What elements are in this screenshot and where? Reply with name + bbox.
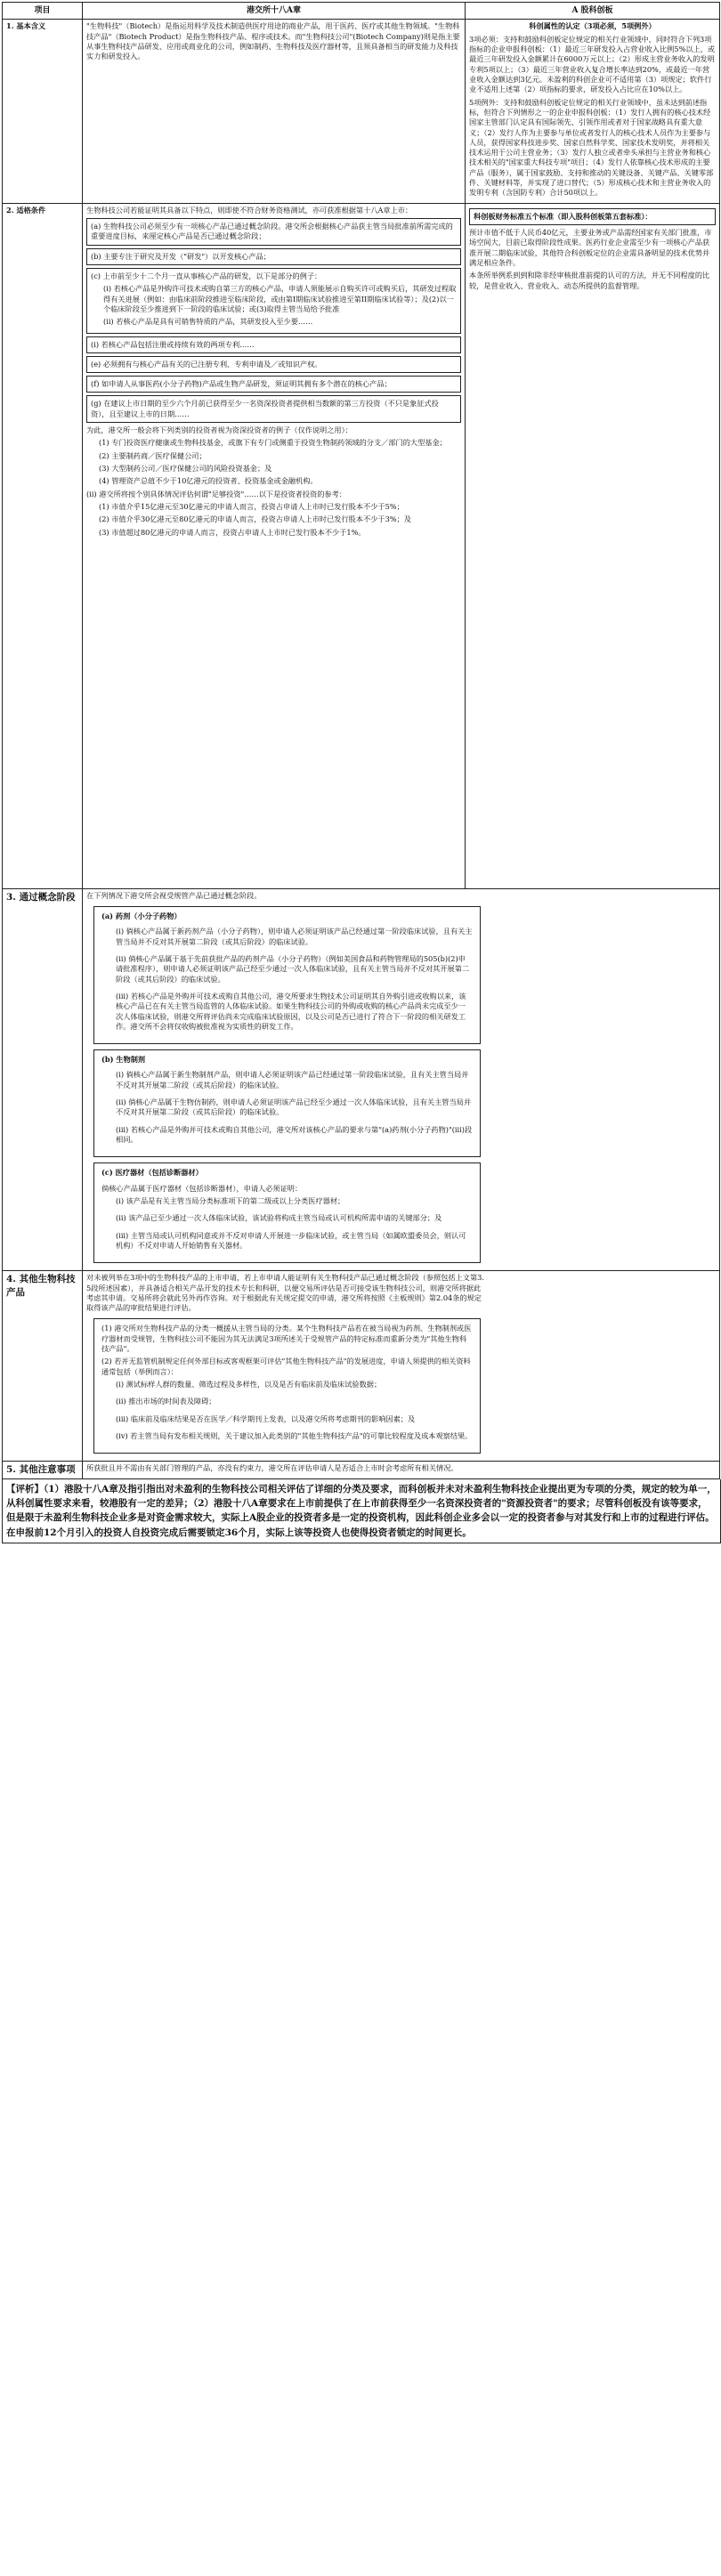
hk-basic-meaning [83,20,466,203]
other-biotech-p3: (2) 若并无监管机制规定任何外部目标或客观框架可评估"其他生物科技产品"的发展进度，申请人须提供的相关资料通常包括（举例而言）： [101,1357,471,1376]
hk-investment-threshold-3: (3) 市值超过80亿港元的申请人而言，投资占申请人上市时已发行股本不少于1%。 [99,527,366,537]
pharma-item-iii: (iii) 若核心产品是外购并可技术或购自其他公司，港交所要求生物技术公司证明其自外购引进或收购以来，该核心产品已在有关主管当局监管的人体临床试验。如果生物科技公司的外购或收购的核心产品尚未完成至少一次人体临床试验，则港交所将评估尚未完成临床试验原因，以及公司是否已进行了符合下一阶段的相关研发工作。港交所不会将仅收购被批准视为实质性的研发工作。 [116,991,466,1031]
header-project: 项目 [3,3,83,20]
hk-investor-type-3: (3) 大型制药公司／医疗保健公司的风险投资基金；及 [99,464,272,474]
row-label-basic-meaning: 1. 基本含义 [3,20,83,203]
hk-condition-c-text: (c) 上市前至少十二个月一直从事核心产品的研发，以下是部分的例子： [91,271,322,280]
row-label-eligibility: 2. 适格条件 [3,203,83,888]
hk-basic-meaning-text: "生物科技"（Biotech）是指运用科学及技术制造供医疗用途的商业产品，用于医药、医疗或其他生物领域。"生物科技产品"（Biotech Product）是指生物科技产品、程序或技术。而"生物科技公司"(Biotech Company)则是指主要从事生物科技产品研发、应用或商业化的公司，例如制药、生物科技及医疗器材等，且须具备相当的研发能力及科技实力和研发投入。 [86,21,460,61]
a-basic-meaning [466,20,720,203]
hk-condition-c [86,268,461,334]
a-eligibility-text3: 本条所举例系到到和除非经审核批准前提的认可的方法，并无不同程度的比较，是营业收入、营业收入、动态所提供的监督管理。 [469,271,710,290]
header-a-share-star: A 股科创板 [466,3,720,20]
hk-condition-c-ii: (ii) 若核心产品是具有可销售特质的产品，其研发投入至少要…… [103,317,313,327]
comparison-table [2,2,720,1479]
a-eligibility-text2: 预计市值不低于人民币40亿元，主要业务或产品需经国家有关部门批准，市场空间大，目前已取得阶段性成果。医药行业企业需至少有一项核心产品获准开展二期临床试验，其他符合科创板定位的企业需具备明显的技术优势并满足相应条件。 [469,228,712,267]
hk-condition-d: (i) 若核心产品包括注册或持续有效的两项专利…… [86,336,461,353]
row-label-other-biotech: 4. 其他生物科技产品 [3,1271,83,1462]
header-hk-ch18a: 港交所十八A章 [83,3,466,20]
hk-condition-b: (b) 主要专注于研究及开发（"研发"）以开发核心产品； [86,248,461,265]
hk-sophisticated-investors-intro: 为此，港交所一般会将下列类别的投资者视为资深投资者的例子（仅作说明之用）： [86,425,352,435]
devices-item-i: (i) 该产品是有关主管当局分类标准项下的第二级或以上分类医疗器材； [116,1195,345,1205]
other-biotech-p2: (1) 港交所对生物科技产品的分类一概援从主管当局的分类。某个生物科技产品若在被当局视为药剂、生物制剂或医疗器材而受规管，生物科技公司不能因为其无法满足3项所述关于受规管产品的特定标准而重新分类为"其他生物科技产品"。 [101,1324,472,1354]
hk-eligibility [83,203,466,888]
hk-investment-threshold-2: (2) 市值介乎30亿港元至80亿港元的申请人而言，投资占申请人上市时已发行股本不少于3%；及 [99,514,411,524]
section-pharmaceuticals [93,906,481,1044]
hk-sufficient-investment: (ii) 港交所将按个别具体情况评估何谓"足够投资"……以下是投资者投资的参考： [86,489,346,498]
table-header-row [3,3,720,20]
hk-condition-e: (e) 必须拥有与核心产品有关的已注册专利、专利申请及／或知识产权。 [86,356,461,373]
section-biologics-title: (b) 生物制剂 [101,1055,146,1065]
row-proof-of-concept [3,888,720,1271]
devices-item-iii: (iii) 主管当局或认可机构同意或并不反对申请人开展进一步临床试验，或主管当局（如属欧盟委员会，则认可机构）不反对申请人开始销售有关器材。 [116,1230,466,1250]
biologics-item-iii: (iii) 若核心产品是外购并可技术或购自其他公司，港交所对该核心产品的要求与第"(a)药剂(小分子药物)"(iii)段相同。 [116,1124,473,1145]
document-page [2,2,719,1543]
row-other-considerations [3,1462,720,1478]
commentary-box: 【评析】（1）港股十八A章及指引指出对未盈利的生物科技公司相关评估了详细的分类及要求，而科创板并未对未盈利生物科技企业提出更为专项的分类，规定的较为单一，从科创属性要求来看，较港股有一定的差异；（2）港股十八A章要求在上市前提供了在上市前获得至少一名资深投资者的"资源投资者"的要求；尽管科创板没有该等要求，但是限于未盈利生物科技企业多是对资金需求较大，实际上A股企业的投资者多是一定的投资机构，因此科创企业多会以一定的投资者参与对其发行和上市的过程进行评估。在申报前12个月引入的投资人自投资完成后需要锁定36个月，实际上该等投资人也使得投资者锁定的时间更长。 [2,1479,721,1543]
a-basic-meaning-text2: 5项例外：支持和鼓励科创板定位规定的相关行业领域中，虽未达到前述指标，但符合下列情形之一的企业申报科创板：（1）发行人拥有的核心技术经国家主管部门认定具有国际领先、引领作用或者对于国家战略具有重大意义；（2）发行人作为主要参与单位或者发行人的核心技术人员作为主要参与人员，获得国家科技进步奖、国家自然科学奖、国家技术发明奖，并将相关技术运用于公司主营业务；（3）发行人独立或者牵头承担与主营业务和核心技术相关的"国家重大科技专项"项目；（4）发行人依靠核心技术形成的主要产品（服务），属于国家鼓励、支持和推动的关键设备、关键产品、关键零部件、关键材料等，并实现了进口替代；（5）形成核心技术和主营业务收入的发明专利（含国防专利）合计50项以上。 [469,97,714,198]
other-biotech-content [83,1271,720,1462]
section-medical-devices [93,1162,481,1263]
hk-investment-threshold-1: (1) 市值介乎15亿港元至30亿港元的申请人而言，投资占申请人上市时已发行股本不少于5%； [99,501,404,511]
proof-of-concept-content [83,888,720,1271]
hk-condition-g: (g) 在建议上市日期的至少六个月前已获得至少一名资深投资者提供相当数额的第三方投资（不只是象征式投资），且至建议上市的日期…… [86,395,461,423]
section-medical-devices-title: (c) 医疗器材（包括诊断器材） [101,1168,203,1178]
row-eligibility [3,203,720,888]
section-biologics [93,1049,481,1157]
hk-investor-type-1: (1) 专门投资医疗健康或生物科技基金，或旗下有专门或侧重于投资生物制药领域的分支／部门的大型基金； [99,438,447,448]
medical-devices-intro: 倘核心产品属于医疗器材（包括诊断器材），申请人必须证明： [101,1183,303,1193]
a-eligibility-text1: 科创板财务标准五个标准（即入股科创板第五套标准）： [469,208,716,225]
a-eligibility [466,203,720,888]
hk-eligibility-intro: 生物科技公司若能证明其具备以下特点，则即使不符合财务资格测试，亦可获准根据第十八A章上市： [86,205,413,215]
other-biotech-item-iv: (iv) 若主管当局有发布相关规则，关于建议加入此类别的"其他生物科技产品"的可靠比较程度及成本观察结果。 [116,1430,473,1440]
a-basic-meaning-text1: 3项必须：支持和鼓励科创板定位规定的相关行业领域中，同时符合下列3项指标的企业申报科创板：（1）最近三年研发投入占营业收入比例5%以上，或最近三年研发投入金额累计在6000万元以上；（2）形成主营业务收入的发明专利5项以上；（3）最近三年营业收入复合增长率达到20%，或最近一年营业收入金额达到3亿元。未盈利的科创企业可不适用第（3）项规定；软件行业不适用上述第（2）项指标的要求，研发投入占比应在10%以上。 [469,34,716,94]
hk-condition-c-i: (i) 若核心产品是外购许可技术或购自第三方的核心产品，申请人须能展示自购买许可或购买后，其研发过程取得有关进展（例如：由临床前阶段推进至临床阶段，或由第I期临床试验推进至第II期临床试验等）；及(2)以一个临床阶段至少推进到下一阶段的临床试验；或(3)取得主管当局给予批准 [103,284,457,313]
pharma-item-ii: (ii) 倘核心产品属于基于先前获批产品的药剂产品（小分子药物）（例如美国食品和药物管理局的505(b)(2)申请批准程序），则申请人必须证明该产品已经至少通过一次人体临床试验，且有关主管当局并不反对其开展第二阶段（或其后阶段）的临床试验。 [116,953,470,984]
row-basic-meaning [3,20,720,203]
hk-investor-type-4: (4) 管理资产总值不少于10亿港元的投资者、投资基金或金融机构。 [99,476,318,486]
hk-investor-type-2: (2) 主要制药商／医疗保健公司； [99,450,207,460]
devices-item-ii: (ii) 该产品已至少通过一次人体临床试验，该试验将构成主管当局或认可机构所需申请的关键部分；及 [116,1213,442,1223]
biologics-item-i: (i) 倘核心产品属于新生物制剂产品，则申请人必须证明该产品已经通过第一阶段临床试验，且有关主管当局并不反对其开展第二阶段（或其后阶段）的临床试验。 [116,1070,469,1090]
biologics-item-ii: (ii) 倘核心产品属于生物仿制药，则申请人必须证明该产品已经至少通过一次人体临床试验，且有关主管当局并不反对其开展第二阶段（或其后阶段）的临床试验。 [116,1098,472,1117]
other-biotech-item-ii: (ii) 推出市场的时间表及障碍； [116,1397,216,1406]
other-biotech-p1: 对未被列举在3项中的生物科技产品的上市申请，若上市申请人能证明有关生物科技产品已通过概念阶段（参照包括上文第3.5段所述因素），并具备适合相关产品开发的技术专长和科研，以便交易所评估是否可接受该生物科技公司，则港交所将据此考虑其申请。交易所将会就此另外再作咨询。对于根据此有关规定提交的申请，港交所将按照《主板规则》第2.04条的规定取得该产品的审批结果进行评估。 [86,1273,484,1313]
pharma-item-i: (i) 倘核心产品属于新药剂产品（小分子药物），则申请人必须证明该产品已经通过第一阶段临床试验，且有关主管当局并不反对其开展第二阶段（或其后阶段）的临床试验。 [116,927,473,946]
other-biotech-item-i: (i) 测试标样人群的数量、筛选过程及多样性，以及是否有临床前及临床试验数据； [116,1380,382,1389]
row-other-biotech-products [3,1271,720,1462]
section-pharmaceuticals-title: (a) 药剂（小分子药物） [101,911,182,921]
other-biotech-item-iii: (iii) 临床前及临床结果是否在医学／科学期刊上发表，以及港交所将考虑期刊的影响因素；及 [116,1414,416,1423]
hk-condition-f: (f) 如申请人从事医药(小分子药物)产品或生物产品研发，须证明其拥有多个潜在的核心产品； [86,376,461,393]
a-basic-meaning-heading: 科创属性的认定（3项必须，5项例外） [529,21,656,31]
other-biotech-box [93,1318,481,1454]
row-label-other-considerations: 5. 其他注意事项 [3,1462,83,1478]
proof-of-concept-intro: 在下列情况下港交所会视受规管产品已通过概念阶段。 [86,890,262,900]
row-label-proof-of-concept: 3. 通过概念阶段 [3,888,83,1271]
other-considerations-content: 所获批且并不需由有关部门管理的产品，亦没有约束力，港交所在评估申请人是否适合上市时会考虑所有相关情况。 [83,1462,720,1478]
hk-condition-a: (a) 生物科技公司必须至少有一项核心产品已通过概念阶段。港交所会根据核心产品获主管当局批准前所需完成的重要进度目标，来厘定核心产品是否已通过概念阶段； [86,218,461,246]
